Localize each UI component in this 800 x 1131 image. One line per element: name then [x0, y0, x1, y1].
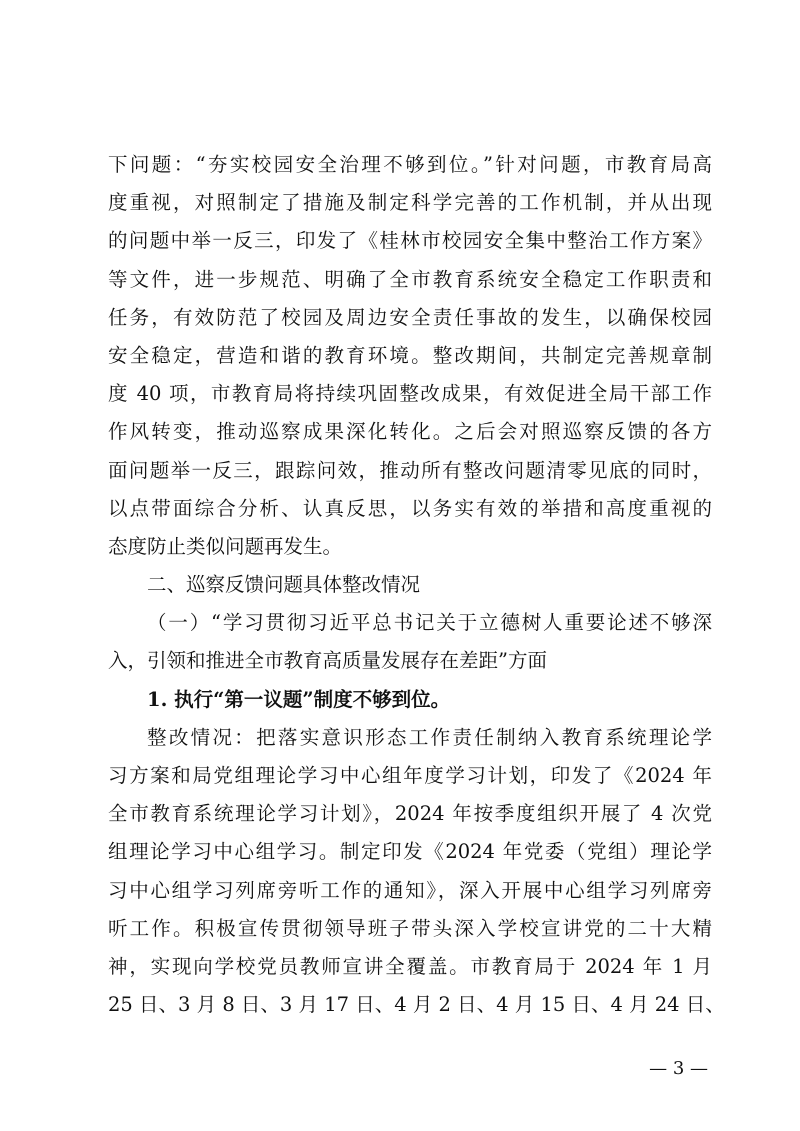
text-line: 安全稳定，营造和谐的教育环境。整改期间，共制定完善规章制	[108, 343, 712, 367]
paragraph-safety-rectification	[108, 146, 712, 566]
text-line: 习中心组学习列席旁听工作的通知》，深入开展中心组学习列席旁	[108, 878, 712, 902]
paragraph-rectification-status	[108, 719, 725, 1025]
document-body	[108, 146, 725, 1024]
text-line: 面问题举一反三，跟踪问效，推动所有整改问题清零见底的同时，	[108, 458, 712, 482]
text-line: 习方案和局党组理论学习中心组年度学习计划，印发了《2024 年	[108, 764, 712, 787]
section-heading: 二、巡察反馈问题具体整改情况	[147, 573, 421, 597]
text-line: 25 日、3 月 8 日、3 月 17 日、4 月 2 日、4 月 15 日、4 月 24 日、	[108, 993, 725, 1017]
text-line: 度重视，对照制定了措施及制定科学完善的工作机制，并从出现	[108, 191, 712, 215]
text-line: 以点带面综合分析、认真反思，以务实有效的举措和高度重视的	[108, 496, 712, 520]
text-line: 任务，有效防范了校园及周边安全责任事故的发生，以确保校园	[108, 305, 712, 329]
text-line: 神，实现向学校党员教师宣讲全覆盖。市教育局于 2024 年 1 月	[108, 954, 712, 978]
text-line: 组理论学习中心组学习。制定印发《2024 年党委（党组）理论学	[108, 840, 712, 864]
subsection-heading	[108, 604, 712, 680]
text-line: 等文件，进一步规范、明确了全市教育系统安全稳定工作职责和	[108, 267, 712, 291]
text-line: 度 40 项，市教育局将持续巩固整改成果，有效促进全局干部工作	[108, 382, 712, 406]
text-line: 下问题：“夯实校园安全治理不够到位。”针对问题，市教育局高	[108, 153, 712, 176]
page-number: — 3 —	[649, 1058, 708, 1079]
text-line: 态度防止类似问题再发生。	[108, 534, 343, 558]
subsection-heading-line: （一）“学习贯彻习近平总书记关于立德树人重要论述不够深	[147, 611, 712, 635]
text-line: 的问题中举一反三，印发了《桂林市校园安全集中整治工作方案》	[108, 229, 712, 253]
text-line: 听工作。积极宣传贯彻领导班子带头深入学校宣讲党的二十大精	[108, 916, 712, 940]
text-line: 全市教育系统理论学习计划》，2024 年按季度组织开展了 4 次党	[108, 802, 712, 826]
text-line: 整改情况：把落实意识形态工作责任制纳入教育系统理论学	[147, 725, 712, 749]
item-heading: 1. 执行“第一议题”制度不够到位。	[147, 687, 451, 711]
text-line: 作风转变，推动巡察成果深化转化。之后会对照巡察反馈的各方	[108, 420, 712, 444]
subsection-heading-line: 入，引领和推进全市教育高质量发展存在差距”方面	[108, 649, 547, 673]
